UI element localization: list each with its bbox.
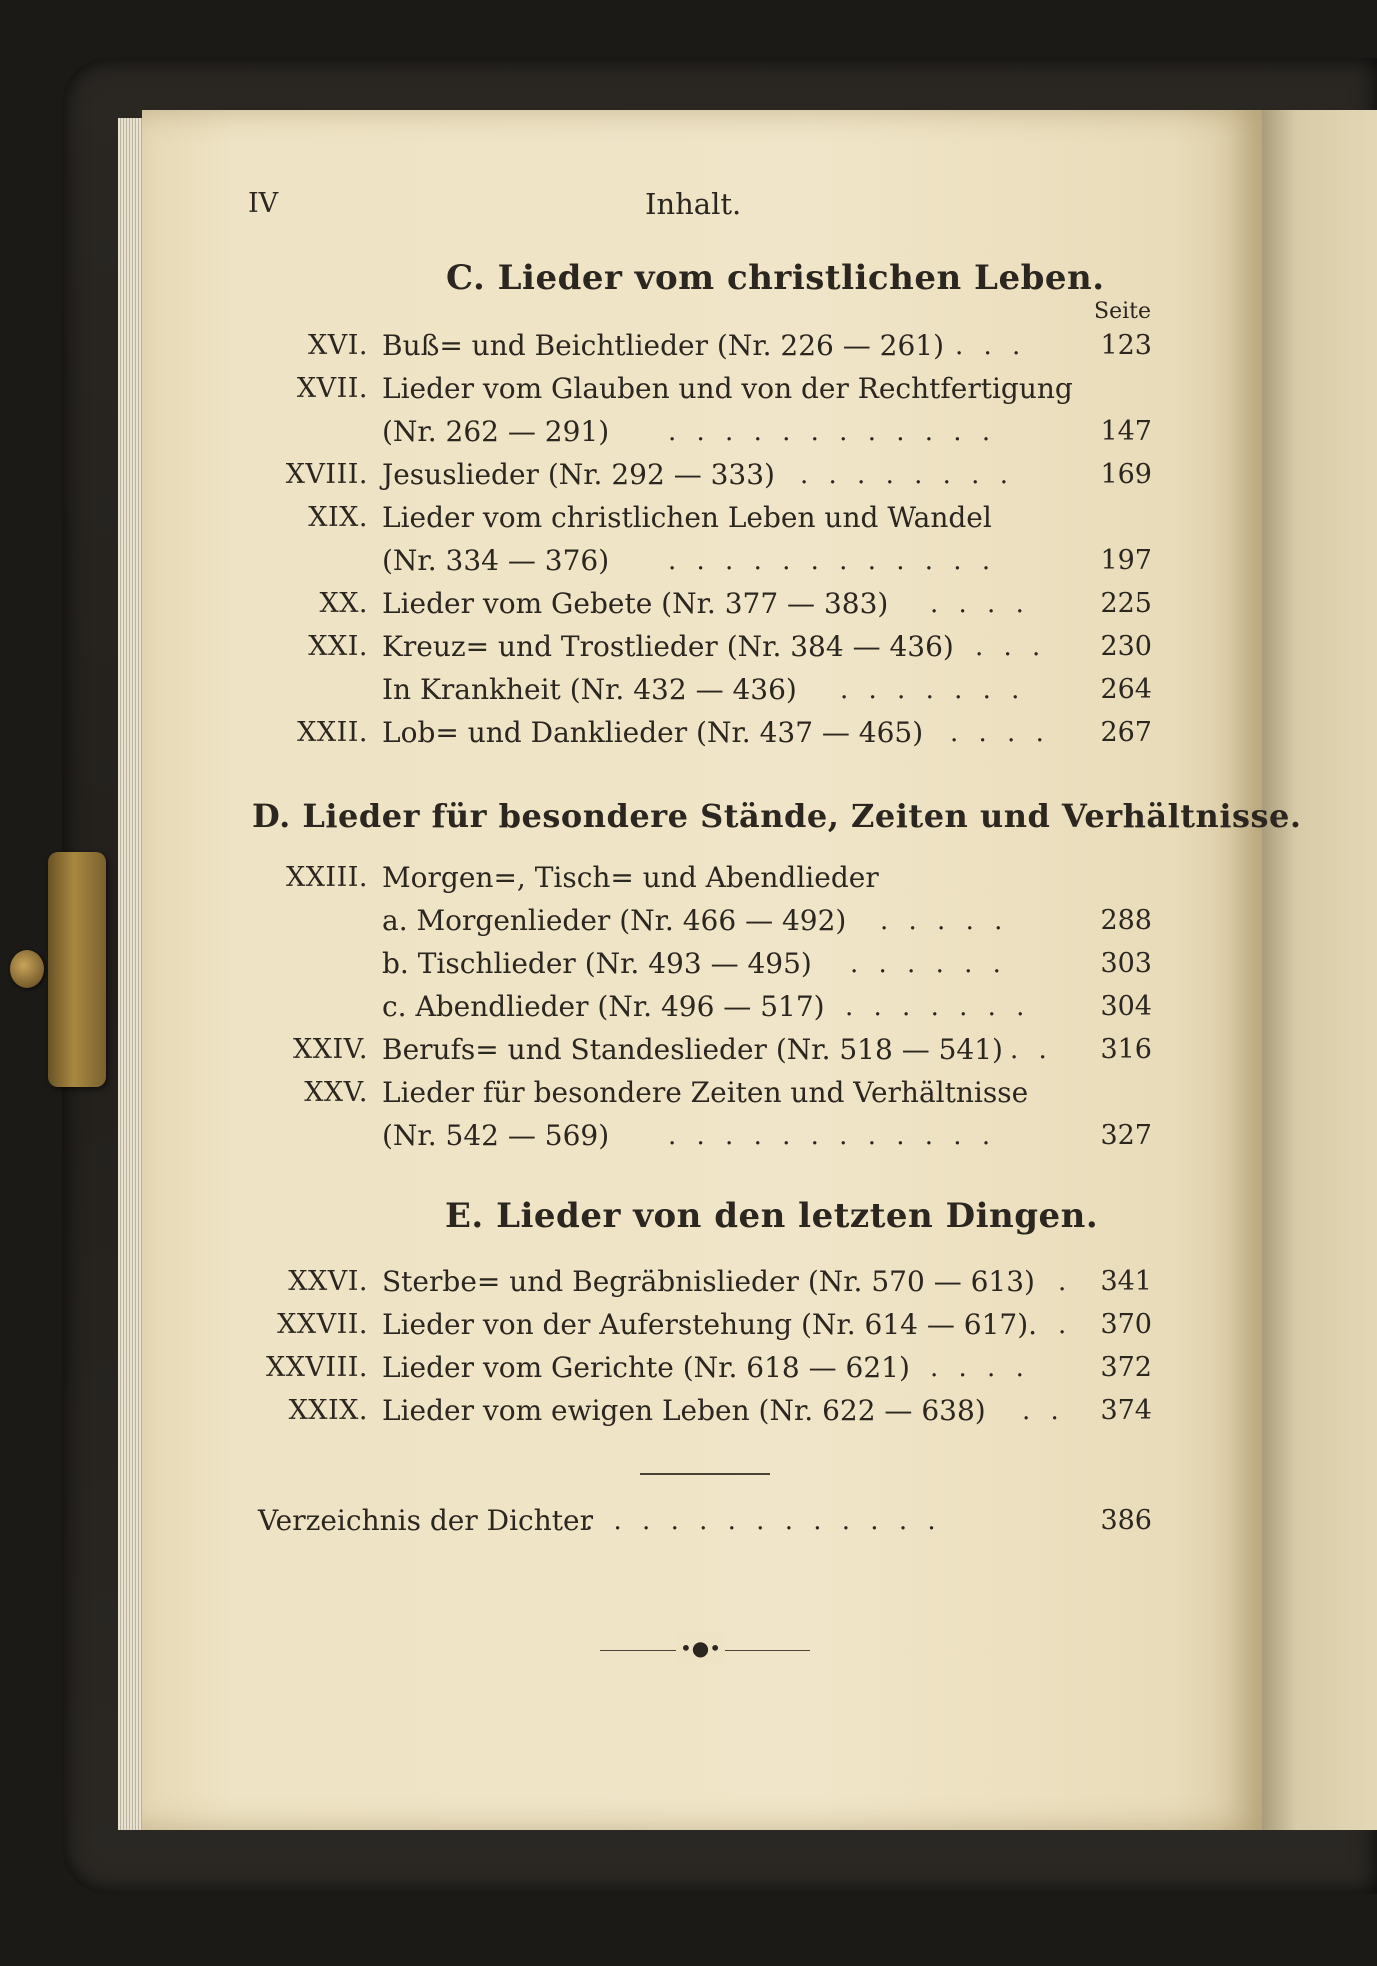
toc-num: XIX. bbox=[308, 502, 368, 533]
toc-title: Lieder vom Glauben und von der Rechtfertigung bbox=[382, 372, 1073, 405]
toc-num: XXVII. bbox=[277, 1309, 368, 1340]
toc-page: 264 bbox=[1100, 674, 1152, 705]
toc-leader: . . . . bbox=[930, 1353, 1030, 1383]
toc-leader: . . . . bbox=[930, 589, 1030, 619]
toc-num: XX. bbox=[319, 588, 368, 619]
appendix-title: Verzeichnis der Dichter bbox=[258, 1504, 593, 1537]
toc-page: 147 bbox=[1100, 416, 1152, 447]
toc-page: 386 bbox=[1100, 1505, 1152, 1536]
toc-page: 341 bbox=[1100, 1266, 1152, 1297]
toc-num: XXVIII. bbox=[265, 1352, 368, 1383]
toc-title: Buß= und Beichtlieder (Nr. 226 — 261) bbox=[382, 329, 945, 362]
toc-page: 303 bbox=[1100, 948, 1152, 979]
toc-leader: . . . . . . . . . . . . bbox=[668, 546, 997, 576]
toc-page: 304 bbox=[1100, 991, 1152, 1022]
toc-leader: . . . . . . . . . . . . bbox=[668, 1121, 997, 1151]
section-e-heading: E. Lieder von den letzten Dingen. bbox=[445, 1196, 1099, 1236]
toc-leader: . . . . . . . . bbox=[800, 460, 1014, 490]
toc-num: XXVI. bbox=[288, 1266, 368, 1297]
toc-title: Lieder für besondere Zeiten und Verhältnisse bbox=[382, 1076, 1029, 1109]
toc-page: 374 bbox=[1100, 1395, 1152, 1426]
toc-leader: . . . . bbox=[950, 718, 1050, 748]
page-numeral: IV bbox=[248, 188, 279, 219]
toc-num: XXIII. bbox=[285, 862, 368, 893]
toc-leader: . . . . . . bbox=[850, 949, 1007, 979]
ornament: •●• bbox=[676, 1632, 725, 1664]
toc-leader: . bbox=[1058, 1310, 1073, 1340]
toc-title: In Krankheit (Nr. 432 — 436) bbox=[382, 673, 797, 706]
toc-num: XXI. bbox=[308, 631, 368, 662]
toc-title: Kreuz= und Trostlieder (Nr. 384 — 436) bbox=[382, 630, 954, 663]
toc-page: 327 bbox=[1100, 1120, 1152, 1151]
toc-title-cont: (Nr. 262 — 291) bbox=[382, 415, 610, 448]
toc-leader: . . bbox=[1010, 1035, 1053, 1065]
toc-title: Sterbe= und Begräbnislieder (Nr. 570 — 613) bbox=[382, 1265, 1035, 1298]
toc-page: 197 bbox=[1100, 545, 1152, 576]
toc-title-cont: (Nr. 542 — 569) bbox=[382, 1119, 610, 1152]
toc-num: XXIX. bbox=[288, 1395, 368, 1426]
toc-page: 225 bbox=[1100, 588, 1152, 619]
section-d-heading: D. Lieder für besondere Stände, Zeiten und Verhältnisse. bbox=[252, 797, 1302, 835]
section-c-heading: C. Lieder vom christlichen Leben. bbox=[446, 258, 1105, 298]
toc-title: a. Morgenlieder (Nr. 466 — 492) bbox=[382, 904, 847, 937]
toc-page: 288 bbox=[1100, 905, 1152, 936]
toc-num: XVI. bbox=[308, 330, 368, 361]
toc-num: XXIV. bbox=[293, 1034, 368, 1065]
toc-page: 370 bbox=[1100, 1309, 1152, 1340]
toc-title: Jesuslieder (Nr. 292 — 333) bbox=[382, 458, 775, 491]
toc-title: Lieder vom ewigen Leben (Nr. 622 — 638) bbox=[382, 1394, 986, 1427]
toc-num: XXII. bbox=[297, 717, 368, 748]
toc-page: 230 bbox=[1100, 631, 1152, 662]
toc-title: Lob= und Danklieder (Nr. 437 — 465) bbox=[382, 716, 924, 749]
toc-page: 123 bbox=[1100, 330, 1152, 361]
toc-leader: . . . . . bbox=[880, 906, 1009, 936]
toc-title: Lieder vom Gebete (Nr. 377 — 383) bbox=[382, 587, 889, 620]
toc-page: 267 bbox=[1100, 717, 1152, 748]
toc-page: 169 bbox=[1100, 459, 1152, 490]
toc-leader: . . . . . . . bbox=[840, 675, 1026, 705]
toc-title: Lieder vom Gerichte (Nr. 618 — 621) bbox=[382, 1351, 910, 1384]
toc-title: Lieder vom christlichen Leben und Wandel bbox=[382, 501, 992, 534]
toc-leader: . . . bbox=[975, 632, 1047, 662]
toc-leader: . . . bbox=[955, 331, 1027, 361]
toc-leader: . . . . . . . . . . . . bbox=[668, 417, 997, 447]
divider-rule bbox=[640, 1473, 770, 1475]
toc-title: Morgen=, Tisch= und Abendlieder bbox=[382, 861, 879, 894]
toc-title-cont: (Nr. 334 — 376) bbox=[382, 544, 610, 577]
toc-title: b. Tischlieder (Nr. 493 — 495) bbox=[382, 947, 812, 980]
toc-leader: . bbox=[1058, 1267, 1073, 1297]
toc-page: 316 bbox=[1100, 1034, 1152, 1065]
running-title: Inhalt. bbox=[645, 187, 742, 221]
toc-num: XXV. bbox=[304, 1077, 368, 1108]
seite-label: Seite bbox=[1094, 299, 1151, 324]
toc-title: Lieder von der Auferstehung (Nr. 614 — 617). bbox=[382, 1308, 1038, 1341]
toc-leader: . . bbox=[1022, 1396, 1065, 1426]
toc-title: c. Abendlieder (Nr. 496 — 517) bbox=[382, 990, 825, 1023]
toc-num: XVIII. bbox=[285, 459, 368, 490]
toc-leader: . . . . . . . . . . . . . bbox=[585, 1506, 942, 1536]
toc-leader: . . . . . . . bbox=[845, 992, 1031, 1022]
toc-title: Berufs= und Standeslieder (Nr. 518 — 541) bbox=[382, 1033, 1003, 1066]
toc-page: 372 bbox=[1100, 1352, 1152, 1383]
toc-num: XVII. bbox=[296, 373, 368, 404]
